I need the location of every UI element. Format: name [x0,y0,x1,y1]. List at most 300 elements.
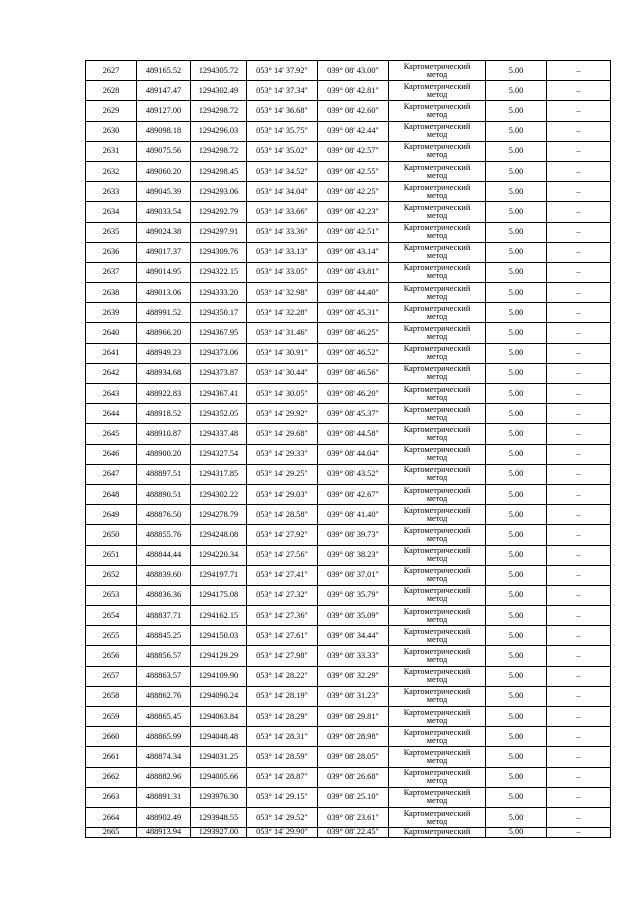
accuracy-cell: 5.00 [486,646,547,666]
point-number-cell: 2660 [86,727,137,747]
point-number-cell: 2645 [86,424,137,444]
method-line-1: Картометрический [403,788,471,798]
table-body [86,61,611,838]
y-coordinate-cell: 1294296.03 [191,121,247,141]
accuracy-cell: 5.00 [486,424,547,444]
table-row [86,343,611,363]
method-line-1: Картометрический [403,81,471,91]
accuracy-cell: 5.00 [486,222,547,242]
table-row [86,222,611,242]
latitude-cell: 053° 14' 28.58" [247,505,318,525]
latitude-cell: 053° 14' 27.32" [247,585,318,605]
table-row [86,404,611,424]
accuracy-cell: 5.00 [486,484,547,504]
latitude-cell: 053° 14' 29.92" [247,404,318,424]
point-number-cell: 2646 [86,444,137,464]
x-coordinate-cell: 489013.06 [137,283,191,303]
table-row [86,61,611,81]
table-row [86,707,611,727]
method-cell [389,141,486,161]
accuracy-cell: 5.00 [486,182,547,202]
x-coordinate-cell: 488865.45 [137,707,191,727]
method-line-2: метод [426,574,448,584]
longitude-cell: 039° 08' 42.81" [318,81,389,101]
x-coordinate-cell: 488863.57 [137,666,191,686]
x-coordinate-cell: 488922.83 [137,384,191,404]
latitude-cell: 053° 14' 27.41" [247,565,318,585]
latitude-cell: 053° 14' 35.75" [247,121,318,141]
accuracy-cell: 5.00 [486,666,547,686]
method-cell [389,545,486,565]
method-cell [389,646,486,666]
note-cell: – [547,182,611,202]
method-line-1: Картометрический [403,687,471,697]
method-line-2: метод [426,594,448,604]
y-coordinate-cell: 1294031.25 [191,747,247,767]
longitude-cell: 039° 08' 34.44" [318,626,389,646]
x-coordinate-cell: 489024.38 [137,222,191,242]
method-cell [389,484,486,504]
latitude-cell: 053° 14' 29.25" [247,464,318,484]
latitude-cell: 053° 14' 34.04" [247,182,318,202]
y-coordinate-cell: 1294048.48 [191,727,247,747]
method-line-2: метод [426,150,448,160]
latitude-cell: 053° 14' 29.52" [247,807,318,827]
method-cell [389,525,486,545]
longitude-cell: 039° 08' 42.55" [318,161,389,181]
y-coordinate-cell: 1294302.49 [191,81,247,101]
x-coordinate-cell: 488882.96 [137,767,191,787]
x-coordinate-cell: 488949.23 [137,343,191,363]
note-cell: – [547,505,611,525]
point-number-cell: 2650 [86,525,137,545]
latitude-cell: 053° 14' 28.19" [247,686,318,706]
method-cell [389,61,486,81]
longitude-cell: 039° 08' 44.04" [318,444,389,464]
method-cell [389,262,486,282]
method-line-2: метод [426,675,448,685]
method-line-1: Картометрический [403,445,471,455]
x-coordinate-cell: 488890.51 [137,484,191,504]
y-coordinate-cell: 1294278.79 [191,505,247,525]
note-cell: – [547,727,611,747]
point-number-cell: 2665 [86,828,137,838]
method-cell [389,606,486,626]
accuracy-cell: 5.00 [486,384,547,404]
x-coordinate-cell: 489127.00 [137,101,191,121]
table-row [86,545,611,565]
latitude-cell: 053° 14' 29.15" [247,787,318,807]
x-coordinate-cell: 489075.56 [137,141,191,161]
y-coordinate-cell: 1294327.54 [191,444,247,464]
method-cell [389,807,486,827]
longitude-cell: 039° 08' 43.00" [318,61,389,81]
method-cell [389,202,486,222]
table-row [86,787,611,807]
accuracy-cell: 5.00 [486,121,547,141]
accuracy-cell: 5.00 [486,343,547,363]
accuracy-cell: 5.00 [486,828,547,838]
longitude-cell: 039° 08' 42.25" [318,182,389,202]
longitude-cell: 039° 08' 43.52" [318,464,389,484]
table-row [86,626,611,646]
method-line-2: метод [426,755,448,765]
method-cell [389,828,486,838]
y-coordinate-cell: 1294337.48 [191,424,247,444]
table-row [86,646,611,666]
longitude-cell: 039° 08' 42.67" [318,484,389,504]
method-line-2: метод [426,130,448,140]
longitude-cell: 039° 08' 39.73" [318,525,389,545]
longitude-cell: 039° 08' 28.05" [318,747,389,767]
method-line-1: Картометрический [403,485,471,495]
latitude-cell: 053° 14' 29.03" [247,484,318,504]
latitude-cell: 053° 14' 27.61" [247,626,318,646]
method-line-1: Картометрический [403,606,471,616]
method-line-2: метод [426,432,448,442]
method-line-2: метод [426,412,448,422]
table-row [86,161,611,181]
method-line-1: Картометрический [403,263,471,273]
latitude-cell: 053° 14' 35.02" [247,141,318,161]
y-coordinate-cell: 1294005.66 [191,767,247,787]
accuracy-cell: 5.00 [486,525,547,545]
table-row [86,606,611,626]
x-coordinate-cell: 488836.36 [137,585,191,605]
x-coordinate-cell: 488902.49 [137,807,191,827]
longitude-cell: 039° 08' 41.40" [318,505,389,525]
y-coordinate-cell: 1294322.15 [191,262,247,282]
method-line-1: Картометрический [403,424,471,434]
method-line-2: метод [426,210,448,220]
method-line-1: Картометрический [403,768,471,778]
method-cell [389,767,486,787]
latitude-cell: 053° 14' 28.31" [247,727,318,747]
latitude-cell: 053° 14' 28.22" [247,666,318,686]
point-number-cell: 2648 [86,484,137,504]
method-line-1: Картометрический [403,727,471,737]
note-cell: – [547,202,611,222]
longitude-cell: 039° 08' 43.81" [318,262,389,282]
latitude-cell: 053° 14' 28.87" [247,767,318,787]
longitude-cell: 039° 08' 31.23" [318,686,389,706]
y-coordinate-cell: 1294293.06 [191,182,247,202]
note-cell: – [547,747,611,767]
method-line-2: метод [426,776,448,786]
y-coordinate-cell: 1294298.72 [191,141,247,161]
longitude-cell: 039° 08' 33.33" [318,646,389,666]
method-cell [389,787,486,807]
table-row [86,666,611,686]
note-cell: – [547,767,611,787]
longitude-cell: 039° 08' 29.81" [318,707,389,727]
longitude-cell: 039° 08' 46.25" [318,323,389,343]
accuracy-cell: 5.00 [486,101,547,121]
longitude-cell: 039° 08' 37.01" [318,565,389,585]
method-line-1: Картометрический [403,324,471,334]
point-number-cell: 2630 [86,121,137,141]
y-coordinate-cell: 1294129.29 [191,646,247,666]
accuracy-cell: 5.00 [486,545,547,565]
method-line-2: метод [426,473,448,483]
x-coordinate-cell: 488839.60 [137,565,191,585]
method-cell [389,565,486,585]
longitude-cell: 039° 08' 46.56" [318,363,389,383]
method-line-1: Картометрический [403,101,471,111]
method-line-1: Картометрический [403,202,471,212]
x-coordinate-cell: 488900.20 [137,444,191,464]
longitude-cell: 039° 08' 35.09" [318,606,389,626]
accuracy-cell: 5.00 [486,505,547,525]
method-cell [389,727,486,747]
y-coordinate-cell: 1294317.85 [191,464,247,484]
accuracy-cell: 5.00 [486,202,547,222]
longitude-cell: 039° 08' 46.20" [318,384,389,404]
method-line-2: метод [426,634,448,644]
accuracy-cell: 5.00 [486,161,547,181]
method-cell [389,182,486,202]
note-cell: – [547,585,611,605]
method-line-1: Картометрический [403,384,471,394]
longitude-cell: 039° 08' 38.23" [318,545,389,565]
latitude-cell: 053° 14' 30.44" [247,363,318,383]
latitude-cell: 053° 14' 27.56" [247,545,318,565]
note-cell: – [547,343,611,363]
note-cell: – [547,707,611,727]
point-number-cell: 2657 [86,666,137,686]
latitude-cell: 053° 14' 36.68" [247,101,318,121]
method-line-2: метод [426,352,448,362]
point-number-cell: 2647 [86,464,137,484]
latitude-cell: 053° 14' 32.28" [247,303,318,323]
accuracy-cell: 5.00 [486,767,547,787]
point-number-cell: 2638 [86,283,137,303]
note-cell: – [547,807,611,827]
point-number-cell: 2662 [86,767,137,787]
point-number-cell: 2659 [86,707,137,727]
method-line-2: метод [426,109,448,119]
method-cell [389,121,486,141]
point-number-cell: 2661 [86,747,137,767]
note-cell: – [547,303,611,323]
table-row [86,585,611,605]
point-number-cell: 2634 [86,202,137,222]
method-line-1: Картометрический [403,283,471,293]
method-line-2: метод [426,69,448,79]
latitude-cell: 053° 14' 33.13" [247,242,318,262]
latitude-cell: 053° 14' 30.91" [247,343,318,363]
longitude-cell: 039° 08' 22.45" [318,828,389,838]
y-coordinate-cell: 1294373.06 [191,343,247,363]
latitude-cell: 053° 14' 28.59" [247,747,318,767]
note-cell: – [547,101,611,121]
method-line-2: метод [426,655,448,665]
method-line-1: Картометрический [403,303,471,313]
method-cell [389,747,486,767]
method-line-2: метод [426,816,448,826]
accuracy-cell: 5.00 [486,585,547,605]
y-coordinate-cell: 1294197.71 [191,565,247,585]
latitude-cell: 053° 14' 29.68" [247,424,318,444]
y-coordinate-cell: 1294298.72 [191,101,247,121]
point-number-cell: 2633 [86,182,137,202]
table-row [86,464,611,484]
method-cell [389,303,486,323]
longitude-cell: 039° 08' 26.68" [318,767,389,787]
longitude-cell: 039° 08' 25.10" [318,787,389,807]
x-coordinate-cell: 489017.37 [137,242,191,262]
x-coordinate-cell: 488876.50 [137,505,191,525]
accuracy-cell: 5.00 [486,606,547,626]
table-row [86,202,611,222]
method-cell [389,343,486,363]
latitude-cell: 053° 14' 27.92" [247,525,318,545]
method-line-2: метод [426,89,448,99]
method-line-2: метод [426,513,448,523]
table-row [86,283,611,303]
method-cell [389,464,486,484]
x-coordinate-cell: 488991.52 [137,303,191,323]
point-number-cell: 2627 [86,61,137,81]
longitude-cell: 039° 08' 42.51" [318,222,389,242]
note-cell: – [547,666,611,686]
point-number-cell: 2653 [86,585,137,605]
method-cell [389,707,486,727]
y-coordinate-cell: 1294350.17 [191,303,247,323]
method-line-2: метод [426,493,448,503]
table-row [86,747,611,767]
y-coordinate-cell: 1293976.30 [191,787,247,807]
x-coordinate-cell: 489147.47 [137,81,191,101]
y-coordinate-cell: 1294302.22 [191,484,247,504]
table-row [86,101,611,121]
accuracy-cell: 5.00 [486,323,547,343]
point-number-cell: 2635 [86,222,137,242]
longitude-cell: 039° 08' 42.57" [318,141,389,161]
note-cell: – [547,444,611,464]
x-coordinate-cell: 488844.44 [137,545,191,565]
x-coordinate-cell: 488966.20 [137,323,191,343]
y-coordinate-cell: 1293927.00 [191,828,247,838]
note-cell: – [547,81,611,101]
point-number-cell: 2656 [86,646,137,666]
y-coordinate-cell: 1294297.91 [191,222,247,242]
accuracy-cell: 5.00 [486,707,547,727]
method-cell [389,424,486,444]
note-cell: – [547,646,611,666]
y-coordinate-cell: 1294352.05 [191,404,247,424]
latitude-cell: 053° 14' 27.36" [247,606,318,626]
accuracy-cell: 5.00 [486,444,547,464]
y-coordinate-cell: 1294220.34 [191,545,247,565]
note-cell: – [547,323,611,343]
note-cell: – [547,262,611,282]
table-row [86,363,611,383]
method-line-2: метод [426,271,448,281]
accuracy-cell: 5.00 [486,283,547,303]
method-cell [389,323,486,343]
latitude-cell: 053° 14' 27.98" [247,646,318,666]
note-cell: – [547,525,611,545]
method-line-1: Картометрический [403,465,471,475]
table-row [86,303,611,323]
y-coordinate-cell: 1294373.87 [191,363,247,383]
method-cell [389,222,486,242]
note-cell: – [547,565,611,585]
note-cell: – [547,545,611,565]
point-number-cell: 2654 [86,606,137,626]
x-coordinate-cell: 488934.68 [137,363,191,383]
accuracy-cell: 5.00 [486,262,547,282]
method-line-2: метод [426,332,448,342]
latitude-cell: 053° 14' 29.33" [247,444,318,464]
latitude-cell: 053° 14' 33.66" [247,202,318,222]
note-cell: – [547,242,611,262]
latitude-cell: 053° 14' 37.92" [247,61,318,81]
method-cell [389,283,486,303]
note-cell: – [547,61,611,81]
table-row [86,767,611,787]
method-line-2: метод [426,231,448,241]
method-cell [389,505,486,525]
x-coordinate-cell: 488862.76 [137,686,191,706]
table-row [86,121,611,141]
method-line-2: метод [426,554,448,564]
x-coordinate-cell: 488910.87 [137,424,191,444]
longitude-cell: 039° 08' 44.58" [318,424,389,444]
x-coordinate-cell: 488837.71 [137,606,191,626]
x-coordinate-cell: 488918.52 [137,404,191,424]
point-number-cell: 2639 [86,303,137,323]
table-row [86,525,611,545]
y-coordinate-cell: 1294309.76 [191,242,247,262]
method-line-1: Картометрический [403,747,471,757]
note-cell: – [547,484,611,504]
point-number-cell: 2632 [86,161,137,181]
method-line-1: Картометрический [403,122,471,132]
coordinates-table [85,60,611,838]
method-line-2: метод [426,291,448,301]
method-line-2: метод [426,715,448,725]
point-number-cell: 2642 [86,363,137,383]
table-row [86,384,611,404]
latitude-cell: 053° 14' 34.52" [247,161,318,181]
point-number-cell: 2655 [86,626,137,646]
point-number-cell: 2663 [86,787,137,807]
method-line-1: Картометрический [403,525,471,535]
note-cell: – [547,606,611,626]
note-cell: – [547,222,611,242]
latitude-cell: 053° 14' 29.90" [247,828,318,838]
longitude-cell: 039° 08' 35.79" [318,585,389,605]
point-number-cell: 2651 [86,545,137,565]
x-coordinate-cell: 488913.94 [137,828,191,838]
method-cell [389,626,486,646]
method-line-1: Картометрический [403,142,471,152]
y-coordinate-cell: 1294175.08 [191,585,247,605]
y-coordinate-cell: 1294109.90 [191,666,247,686]
method-line-2: метод [426,372,448,382]
table-row [86,323,611,343]
point-number-cell: 2631 [86,141,137,161]
note-cell: – [547,121,611,141]
x-coordinate-cell: 488874.34 [137,747,191,767]
longitude-cell: 039° 08' 28.98" [318,727,389,747]
longitude-cell: 039° 08' 43.14" [318,242,389,262]
accuracy-cell: 5.00 [486,141,547,161]
point-number-cell: 2641 [86,343,137,363]
method-line-2: метод [426,533,448,543]
